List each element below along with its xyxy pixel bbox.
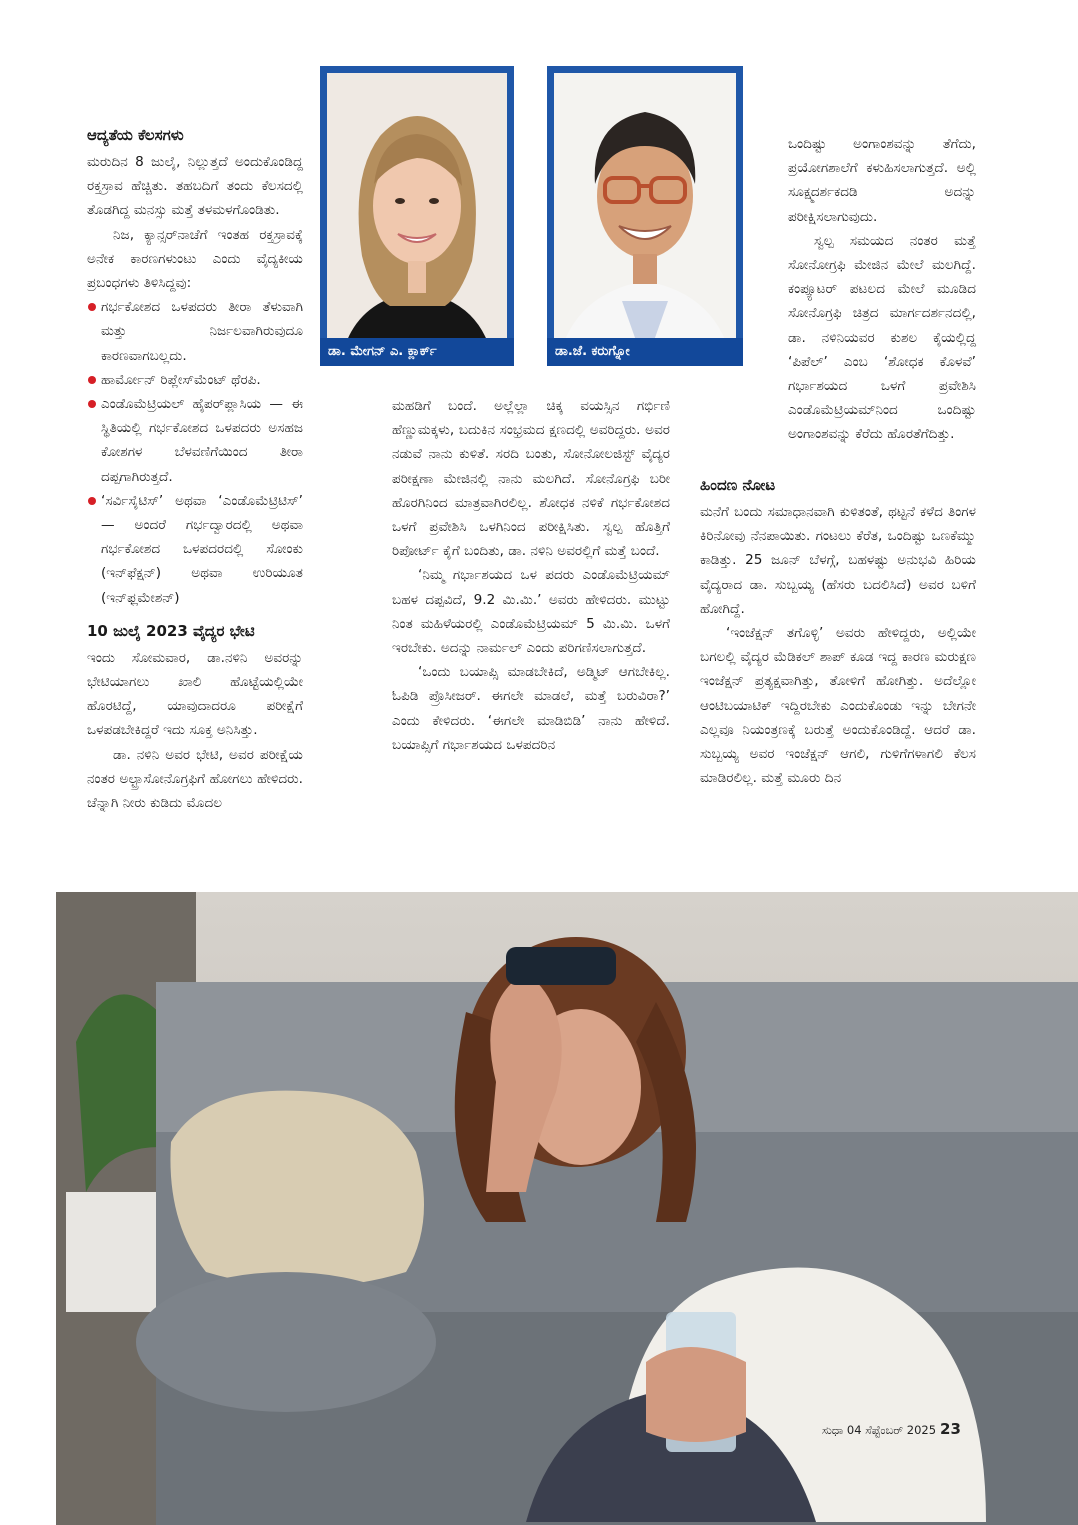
- paragraph: ಒಂದಿಷ್ಟು ಅಂಗಾಂಶವನ್ನು ತೆಗೆದು, ಪ್ರಯೋಗಶಾಲೆಗೆ ಕಳುಹಿಸಲಾಗುತ್ತದೆ. ಅಲ್ಲಿ ಸೂಕ್ಷ್ಮದರ್ಶಕದಡಿ ಅದನ್ನು ಪರೀಕ್ಷಿಸಲಾಗುವುದು.: [788, 136, 976, 225]
- list-item: ಗರ್ಭಕೋಶದ ಒಳಪದರು ತೀರಾ ತೆಳುವಾಗಿ ಮತ್ತು ನಿರ್ಜಲವಾಗಿರುವುದೂ ಕಾರಣವಾಗಬಲ್ಲದು.: [87, 295, 303, 368]
- page-footer: [822, 1420, 961, 1438]
- column-3: [788, 132, 976, 447]
- column-3-continued: [700, 470, 976, 790]
- paragraph: ಸ್ವಲ್ಪ ಸಮಯದ ನಂತರ ಮತ್ತೆ ಸೋನೋಗ್ರಫಿ ಮೇಜಿನ ಮೇಲೆ ಮಲಗಿದ್ದೆ. ಕಂಪ್ಯೂಟರ್ ಪಟಲದ ಮೇಲೆ ಮೂಡಿದ ಸೋನೊಗ್ರಫಿ ಚಿತ್ರದ ಮಾರ್ಗದರ್ಶನದಲ್ಲಿ, ಡಾ. ನಳಿನಿಯವರ ಕುಶಲ ಕೈಯಲ್ಲಿದ್ದ ‘ಪಿಪೆಲ್’ ಎಂಬ ‘ಶೋಧಕ ಕೊಳವೆ’ ಗರ್ಭಾಶಯದ ಒಳಗೆ ಪ್ರವೇಶಿಸಿ ಎಂಡೊಮೆಟ್ರಿಯಮ್‌ನಿಂದ ಒಂದಿಷ್ಟು ಅಂಗಾಂಶವನ್ನು ಕೆರೆದು ಹೊರತೆಗೆದಿತ್ತು.: [788, 232, 976, 443]
- paragraph: ನಿಜ, ಕ್ಯಾನ್ಸರ್‌ನಾಚೆಗೆ ಇಂತಹ ರಕ್ತಸ್ರಾವಕ್ಕೆ ಅನೇಕ ಕಾರಣಗಳುಂಟು ಎಂದು ವೈದ್ಯಕೀಯ ಪ್ರಬಂಧಗಳು ತಿಳಿಸಿದ್ದವು:: [87, 226, 303, 292]
- column-1: [87, 120, 303, 815]
- photo-frame: [547, 66, 743, 366]
- photo-caption: ಡಾ.ಜೆ. ಕರುಗ್ನೋ: [547, 338, 743, 366]
- list-item: ‘ಸರ್ವಿಸೈಟಿಸ್’ ಅಥವಾ ‘ಎಂಡೊಮೆಟ್ರಿಟಿಸ್’ — ಅಂದರೆ ಗರ್ಭದ್ವಾರದಲ್ಲಿ ಅಥವಾ ಗರ್ಭಕೋಶದ ಒಳಪದರದಲ್ಲಿ ಸೋಂಕು (ಇನ್‌ಫೆಕ್ಷನ್) ಅಥವಾ ಉರಿಯೂತ (ಇನ್‌ಫ್ಲಮೇಶನ್): [87, 489, 303, 610]
- paragraph: ಮಹಡಿಗೆ ಬಂದೆ. ಅಲ್ಲೆಲ್ಲಾ ಚಿಕ್ಕ ವಯಸ್ಸಿನ ಗರ್ಭಿಣಿ ಹೆಣ್ಣುಮಕ್ಕಳು, ಬದುಕಿನ ಸಂಭ್ರಮದ ಕ್ಷಣದಲ್ಲಿ ಅವರಿದ್ದರು. ಅವರ ನಡುವೆ ನಾನು ಕುಳಿತೆ. ಸರದಿ ಬಂತು, ಸೋನೋಲಜಿಸ್ಟ್ ವೈದ್ಯರ ಪರೀಕ್ಷಣಾ ಮೇಜಿನಲ್ಲಿ ನಾನು ಮಲಗಿದೆ. ಸೋನೊಗ್ರಫಿ ಬರೀ ಹೊರಗಿನಿಂದ ಮಾತ್ರವಾಗಿರಲಿಲ್ಲ. ಶೋಧಕ ನಳಿಕೆ ಗರ್ಭಕೋಶದ ಒಳಗೆ ಪ್ರವೇಶಿಸಿ ಒಳಗಿನಿಂದ ಪರೀಕ್ಷಿಸಿತು. ಸ್ವಲ್ಪ ಹೊತ್ತಿಗೆ ರಿಪೋರ್ಟ್ ಕೈಗೆ ಬಂದಿತು, ಡಾ. ನಳಿನಿ ಅವರಲ್ಲಿಗೆ ಮತ್ತೆ ಬಂದೆ.: [392, 398, 670, 560]
- paragraph: ಮನೆಗೆ ಬಂದು ಸಮಾಧಾನವಾಗಿ ಕುಳಿತಂತೆ, ಥಟ್ಟನೆ ಕಳೆದ ತಿಂಗಳ ಕಿರಿನೋವು ನೆನಪಾಯಿತು. ಗಂಟಲು ಕೆರೆತ, ಒಂದಿಷ್ಟು ಒಣಕೆಮ್ಮು ಕಾಡಿತ್ತು. 25 ಜೂನ್ ಬೆಳಗ್ಗೆ, ಬಹಳಷ್ಟು ಅನುಭವಿ ಹಿರಿಯ ವೈದ್ಯರಾದ ಡಾ. ಸುಬ್ಬಯ್ಯ (ಹೆಸರು ಬದಲಿಸಿದೆ) ಅವರ ಬಳಿಗೆ ಹೋಗಿದ್ದೆ.: [700, 504, 976, 617]
- paragraph: ‘ನಿಮ್ಮ ಗರ್ಭಾಶಯದ ಒಳ ಪದರು ಎಂಡೊಮೆಟ್ರಿಯಮ್ ಬಹಳ ದಪ್ಪವಿದೆ, 9.2 ಮಿ.ಮಿ.’ ಅವರು ಹೇಳಿದರು. ಮುಟ್ಟು ನಿಂತ ಮಹಿಳೆಯರಲ್ಲಿ ಎಂಡೊಮೆಟ್ರಿಯಮ್ 5 ಮಿ.ಮಿ. ಒಳಗೆ ಇರಬೇಕು. ಅದನ್ನು ನಾರ್ಮಲ್ ಎಂದು ಪರಿಗಣಿಸಲಾಗುತ್ತದೆ.: [392, 567, 670, 657]
- causes-list: [87, 295, 303, 610]
- section-heading-flashback: ಹಿಂದಣ ನೋಟ: [700, 476, 776, 494]
- photo-frame: [320, 66, 514, 366]
- photo-dr-karugno: [547, 66, 743, 366]
- section-heading-priority-tasks: ಆದ್ಯತೆಯ ಕೆಲಸಗಳು: [87, 126, 184, 144]
- paragraph: ಇಂದು ಸೋಮವಾರ, ಡಾ.ನಳಿನಿ ಅವರನ್ನು ಭೇಟಿಯಾಗಲು ಖಾಲಿ ಹೊಟ್ಟೆಯಲ್ಲಿಯೇ ಹೊರಟಿದ್ದೆ, ಯಾವುದಾದರೂ ಪರೀಕ್ಷೆಗೆ ಒಳಪಡಬೇಕಿದ್ದರೆ ಇದು ಸೂಕ್ತ ಅನಿಸಿತ್ತು.: [87, 649, 303, 739]
- paragraph: ಡಾ. ನಳಿನಿ ಅವರ ಭೇಟಿ, ಅವರ ಪರೀಕ್ಷೆಯ ನಂತರ ಅಲ್ಟ್ರಾಸೋನೊಗ್ರಫಿಗೆ ಹೋಗಲು ಹೇಳಿದರು. ಚೆನ್ನಾಗಿ ನೀರು ಕುಡಿದು ಮೊದಲ: [87, 746, 303, 812]
- magazine-issue: ಸುಧಾ 04 ಸೆಪ್ಟೆಂಬರ್ 2025: [822, 1423, 937, 1437]
- section-heading-doctor-visit: 10 ಜುಲೈ 2023 ವೈದ್ಯರ ಭೇಟಿ: [87, 621, 255, 640]
- paragraph: ಮರುದಿನ 8 ಜುಲೈ, ನಿಲ್ಲುತ್ತದೆ ಅಂದುಕೊಂಡಿದ್ದ ರಕ್ತಸ್ರಾವ ಹೆಚ್ಚಿತು. ತಹಬದಿಗೆ ತಂದು ಕೆಲಸದಲ್ಲಿ ತೊಡಗಿದ್ದ ಮನಸ್ಸು ಮತ್ತೆ ತಳಮಳಗೊಂಡಿತು.: [87, 154, 303, 219]
- photo-caption: ಡಾ. ಮೇಗನ್ ಎ. ಕ್ಲಾರ್ಕ್: [320, 338, 514, 366]
- page-number: 23: [940, 1420, 961, 1438]
- list-item: ಹಾರ್ಮೋನ್ ರಿಪ್ಲೇಸ್‌ಮೆಂಟ್ ಥೆರಪಿ.: [87, 368, 303, 392]
- column-2: [392, 394, 670, 757]
- list-item: ಎಂಡೊಮೆಟ್ರಿಯಲ್ ಹೈಪರ್‌ಪ್ಲಾಸಿಯ — ಈ ಸ್ಥಿತಿಯಲ್ಲಿ ಗರ್ಭಕೋಶದ ಒಳಪದರು ಅಸಹಜ ಕೋಶಗಳ ಬೆಳವಣಿಗೆಯಿಂದ ತೀರಾ ದಪ್ಪಗಾಗಿರುತ್ತದೆ.: [87, 392, 303, 489]
- photo-dr-clark: [320, 66, 514, 366]
- paragraph: ‘ಒಂದು ಬಯಾಪ್ಸಿ ಮಾಡಬೇಕಿದೆ, ಅಡ್ಮಿಟ್ ಆಗಬೇಕಿಲ್ಲ. ಓಪಿಡಿ ಪ್ರೊಸೀಜರ್. ಈಗಲೇ ಮಾಡಲೆ, ಮತ್ತೆ ಬರುವಿರಾ?’ ಎಂದು ಕೇಳಿದರು. ‘ಈಗಲೇ ಮಾಡಿಬಿಡಿ’ ನಾನು ಹೇಳಿದೆ. ಬಯಾಪ್ಸಿಗೆ ಗರ್ಭಾಶಯದ ಒಳಪದರಿನ: [392, 664, 670, 753]
- paragraph: ‘ಇಂಜೆಕ್ಷನ್ ತಗೊಳ್ಳಿ’ ಅವರು ಹೇಳಿದ್ದರು, ಅಲ್ಲಿಯೇ ಬಗಲಲ್ಲಿ ವೈದ್ಯರ ಮೆಡಿಕಲ್ ಶಾಪ್ ಕೂಡ ಇದ್ದ ಕಾರಣ ಮರುಕ್ಷಣ ಇಂಜೆಕ್ಷನ್ ಪ್ರತ್ಯಕ್ಷವಾಗಿತ್ತು, ತೋಳಿಗೆ ಹೋಗಿತ್ತು. ಅದೆಲ್ಲೋ ಆಂಟಿಬಯಾಟಿಕ್ ಇದ್ದಿರಬೇಕು ಎಂದುಕೊಂಡು ಇನ್ನು ಬೇಗನೇ ಎಲ್ಲವೂ ನಿಯಂತ್ರಣಕ್ಕೆ ಬರುತ್ತೆ ಅಂದುಕೊಂಡಿದ್ದೆ. ಆದರೆ ಡಾ. ಸುಬ್ಬಯ್ಯ ಅವರ ಇಂಜೆಕ್ಷನ್ ಆಗಲಿ, ಗುಳಿಗೆಗಳಾಗಲಿ ಕೆಲಸ ಮಾಡಿರಲಿಲ್ಲ. ಮತ್ತೆ ಮೂರು ದಿನ: [700, 625, 976, 787]
